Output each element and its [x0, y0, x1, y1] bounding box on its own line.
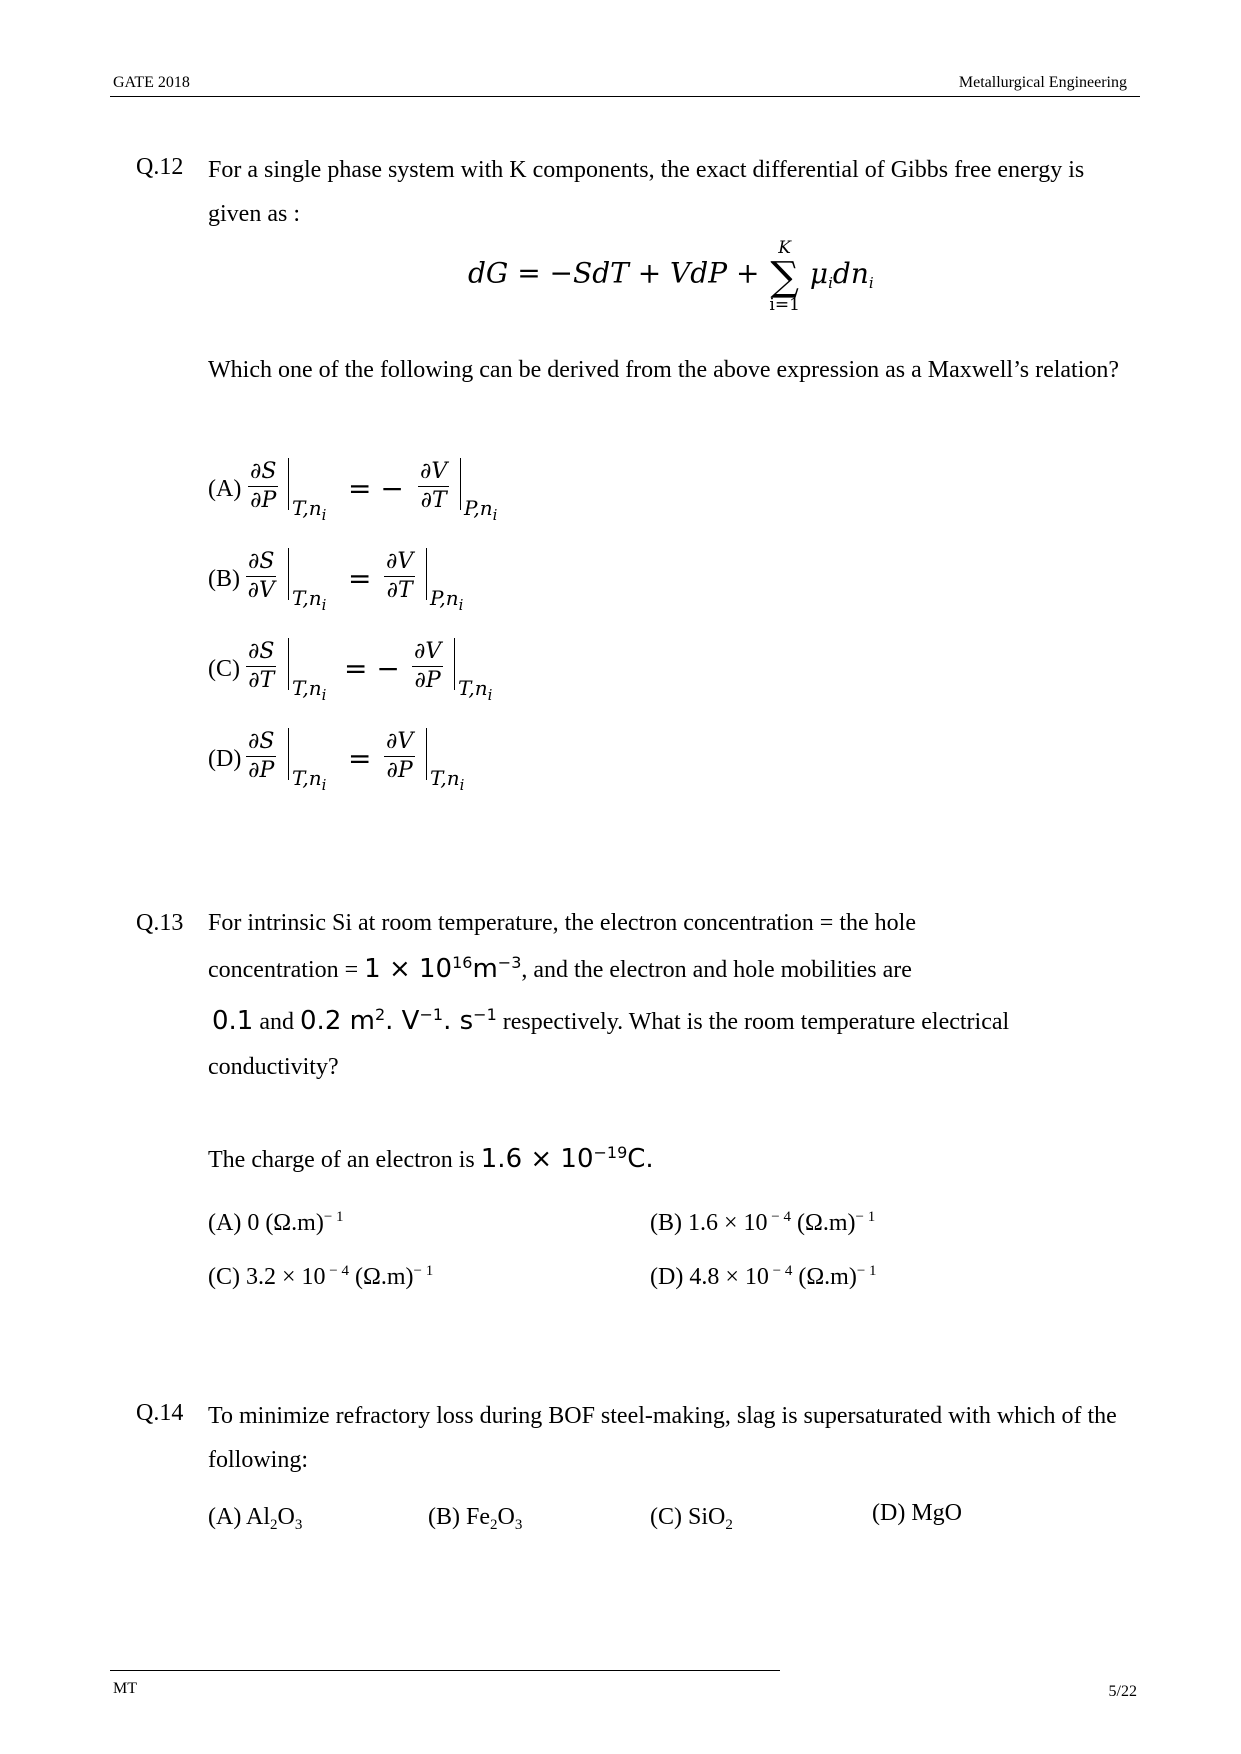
q13-option-c: (C) 3.2 × 10 $^{- 4}$ $(\Omega.m)^{- 1}$: [208, 1263, 434, 1290]
q14-option-b: (B) $Fe_2O_3$: [428, 1504, 523, 1533]
q12-followup: Which one of the following can be derived from the above expression as a Maxwell’s relation?: [208, 357, 1120, 383]
q13-line3: 0.1 and 0.2 $m^2$. $V^{-1}$. $s^{-1}$ respectively. What is the room temperature electrical: [212, 1005, 1010, 1036]
q12-text: For a single phase system with K components, the exact differential of Gibbs free energy is given as :: [208, 157, 1085, 227]
fraction-left: $\frac{\partial S}{\partial V}$: [247, 549, 275, 603]
evaluation-bar: [288, 728, 289, 780]
subscript-left: $T,n_i$: [292, 676, 327, 704]
subscript-left: $T,n_i$: [292, 586, 327, 614]
option-label: (B): [208, 566, 240, 592]
dn-term: dn: [832, 256, 869, 290]
q14-option-a: (A) $Al_2O_3$: [208, 1504, 303, 1533]
q13-charge: The charge of an electron is $1.6 \times 10^{-19}C$.: [208, 1143, 654, 1174]
mobility-electron: 0.1: [212, 1006, 254, 1036]
evaluation-bar: [426, 548, 427, 600]
q13-number: Q.13: [136, 910, 184, 936]
evaluation-bar: [288, 548, 289, 600]
q13-option-b: (B) 1.6 × 10 $^{- 4}$ $(\Omega.m)^{- 1}$: [650, 1209, 876, 1236]
q12-equation: [468, 240, 874, 314]
q14-number: Q.14: [136, 1400, 184, 1426]
fraction-right: $\frac{\partial V}{\partial T}$: [386, 549, 414, 603]
q13-line2: concentration = $1 \times 10^{16}m^{-3}$, and the electron and hole mobilities are: [208, 953, 912, 984]
mobility-hole: 0.2 $m^2$. $V^{-1}$. $s^{-1}$: [300, 1005, 497, 1036]
option-label: (D): [208, 746, 242, 772]
fraction-right: $\frac{\partial V}{\partial P}$: [414, 639, 442, 693]
page-number: 5/22: [1108, 1683, 1137, 1700]
footer-rule: [110, 1670, 780, 1671]
subscript-right: $P,n_i$: [464, 496, 498, 524]
header-rule: [110, 96, 1140, 97]
subscript-left: $T,n_i$: [292, 496, 327, 524]
sum-lower-limit: i=1: [769, 295, 800, 315]
q13-line4: conductivity?: [208, 1054, 339, 1080]
summation: [769, 240, 800, 314]
fraction-right: $\frac{\partial V}{\partial T}$: [420, 459, 448, 513]
equals-sign: = −: [344, 652, 400, 685]
evaluation-bar: [426, 728, 427, 780]
equals-sign: =: [348, 562, 372, 595]
q14-text: To minimize refractory loss during BOF steel-making, slag is supersaturated with which of the following:: [208, 1403, 1117, 1473]
header-subject: Metallurgical Engineering: [958, 74, 1127, 91]
subscript-right: $T,n_i$: [458, 676, 493, 704]
fraction-left: $\frac{\partial S}{\partial P}$: [250, 459, 277, 513]
fraction-right: $\frac{\partial V}{\partial P}$: [386, 729, 414, 783]
q14-option-c: (C) SiO$_2$: [650, 1504, 733, 1533]
q13-option-d: (D) 4.8 × 10 $^{- 4}$ $(\Omega.m)^{- 1}$: [650, 1263, 877, 1290]
concentration-value: $1 \times 10^{16}m^{-3}$: [364, 953, 522, 984]
equals-sign: =: [348, 742, 372, 775]
subscript-left: $T,n_i$: [292, 766, 327, 794]
evaluation-bar: [454, 638, 455, 690]
q14-option-d: (D) MgO: [872, 1500, 962, 1526]
q13-line1: For intrinsic Si at room temperature, the electron concentration = the hole: [208, 910, 916, 936]
fraction-left: $\frac{\partial S}{\partial P}$: [248, 729, 275, 783]
option-label: (C): [208, 656, 240, 682]
electron-charge-value: $1.6 \times 10^{-19}C$.: [480, 1143, 654, 1174]
header-exam-title: GATE 2018: [113, 74, 190, 91]
mu-symbol: μ: [809, 256, 829, 290]
equals-sign: = −: [348, 472, 404, 505]
fraction-left: $\frac{\partial S}{\partial T}$: [248, 639, 275, 693]
q12-equation-lhs: dG = −SdT + VdP +: [468, 256, 760, 290]
footer-paper-code: MT: [113, 1680, 137, 1697]
subscript-right: $T,n_i$: [430, 766, 465, 794]
sigma-symbol: ∑: [770, 254, 799, 300]
mu-subscript: i: [828, 273, 833, 292]
evaluation-bar: [460, 458, 461, 510]
q13-option-a: (A) 0 $(\Omega.m)^{- 1}$: [208, 1209, 344, 1236]
evaluation-bar: [288, 458, 289, 510]
dn-subscript: i: [868, 273, 874, 292]
subscript-right: $P,n_i$: [430, 586, 464, 614]
evaluation-bar: [288, 638, 289, 690]
option-label: (A): [208, 476, 242, 502]
sum-upper-limit: K: [778, 238, 791, 258]
q12-number: Q.12: [136, 154, 184, 180]
